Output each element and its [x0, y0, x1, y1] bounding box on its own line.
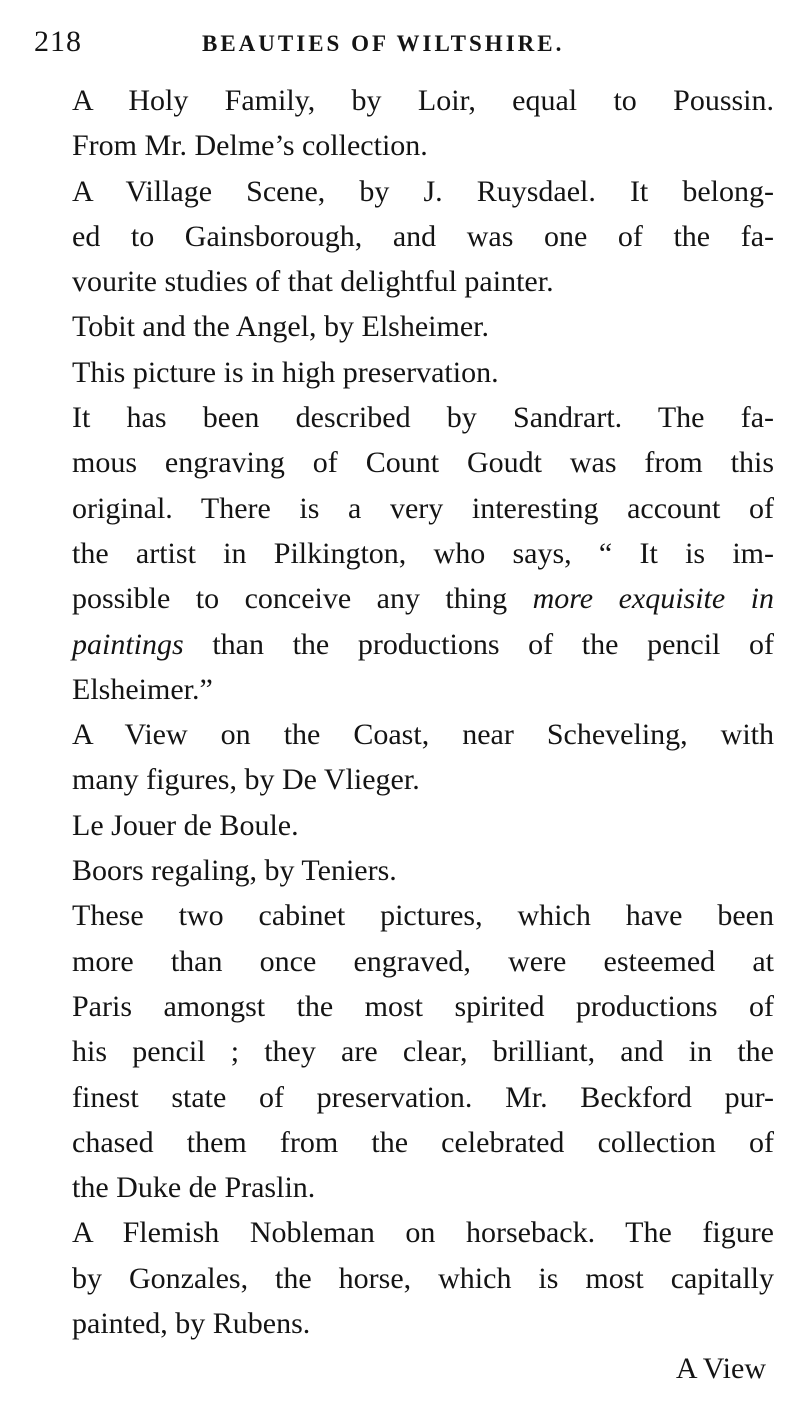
text-line: This picture is in high preservation. [72, 355, 499, 389]
italic-quote: more exquisite in [532, 582, 774, 616]
text-line: Le Jouer de Boule. [72, 808, 299, 842]
paragraph-village-scene [34, 169, 774, 305]
text-line: his pencil ; they are clear, brilliant, and in the [72, 1035, 774, 1069]
text-fragment: possible to conceive any thing [72, 582, 533, 616]
paragraph-holy-family [34, 78, 774, 169]
text-line: finest state of preservation. Mr. Beckford pur- [72, 1080, 774, 1114]
text-line: Tobit and the Angel, by Elsheimer. [72, 310, 489, 344]
text-line-with-italic [34, 622, 774, 667]
text-line: more than once engraved, were esteemed at [72, 944, 774, 978]
text-line: Elsheimer.” [72, 672, 213, 706]
paragraph-boors-regaling [34, 848, 774, 893]
text-line: From Mr. Delme’s collection. [72, 129, 428, 163]
italic-quote: paintings [72, 627, 184, 661]
catchword: A View [675, 1352, 766, 1386]
body-text [34, 78, 774, 1392]
text-line: A View on the Coast, near Scheveling, with [72, 718, 774, 752]
text-line: Paris amongst the most spirited productions of [72, 989, 774, 1023]
paragraph-view-coast [34, 712, 774, 803]
text-line: ed to Gainsborough, and was one of the fa- [72, 219, 774, 253]
text-line: the artist in Pilkington, who says, “ It is im- [72, 536, 774, 570]
text-line: A Village Scene, by J. Ruysdael. It belong- [72, 174, 774, 208]
paragraph-tobit [34, 304, 774, 349]
text-line: painted, by Rubens. [72, 1307, 311, 1341]
text-line: It has been described by Sandrart. The fa- [72, 401, 774, 435]
text-line: the Duke de Praslin. [72, 1171, 316, 1205]
text-line-with-italic [34, 576, 774, 621]
text-line: vourite studies of that delightful painter. [72, 265, 554, 299]
text-line: These two cabinet pictures, which have been [72, 899, 774, 933]
text-line: by Gonzales, the horse, which is most capitally [72, 1261, 774, 1295]
paragraph-preservation [34, 350, 774, 395]
paragraph-cabinet-pictures [34, 893, 774, 1210]
paragraph-sandrart [34, 395, 774, 712]
running-head [34, 22, 774, 62]
text-fragment: than the productions of the pencil of [183, 627, 774, 661]
page-number: 218 [34, 25, 82, 58]
text-line: Boors regaling, by Teniers. [72, 854, 397, 888]
paragraph-jouer-de-boule [34, 803, 774, 848]
text-line: A Flemish Nobleman on horseback. The figure [72, 1216, 774, 1250]
text-line: many figures, by De Vlieger. [72, 763, 420, 797]
book-page [34, 22, 774, 1392]
paragraph-flemish-nobleman [34, 1210, 774, 1346]
text-line: chased them from the celebrated collection of [72, 1125, 774, 1159]
running-title: BEAUTIES OF WILTSHIRE. [202, 31, 565, 56]
text-line: mous engraving of Count Goudt was from this [72, 446, 774, 480]
text-line: A Holy Family, by Loir, equal to Poussin. [72, 84, 774, 117]
text-line: original. There is a very interesting account of [72, 491, 774, 525]
